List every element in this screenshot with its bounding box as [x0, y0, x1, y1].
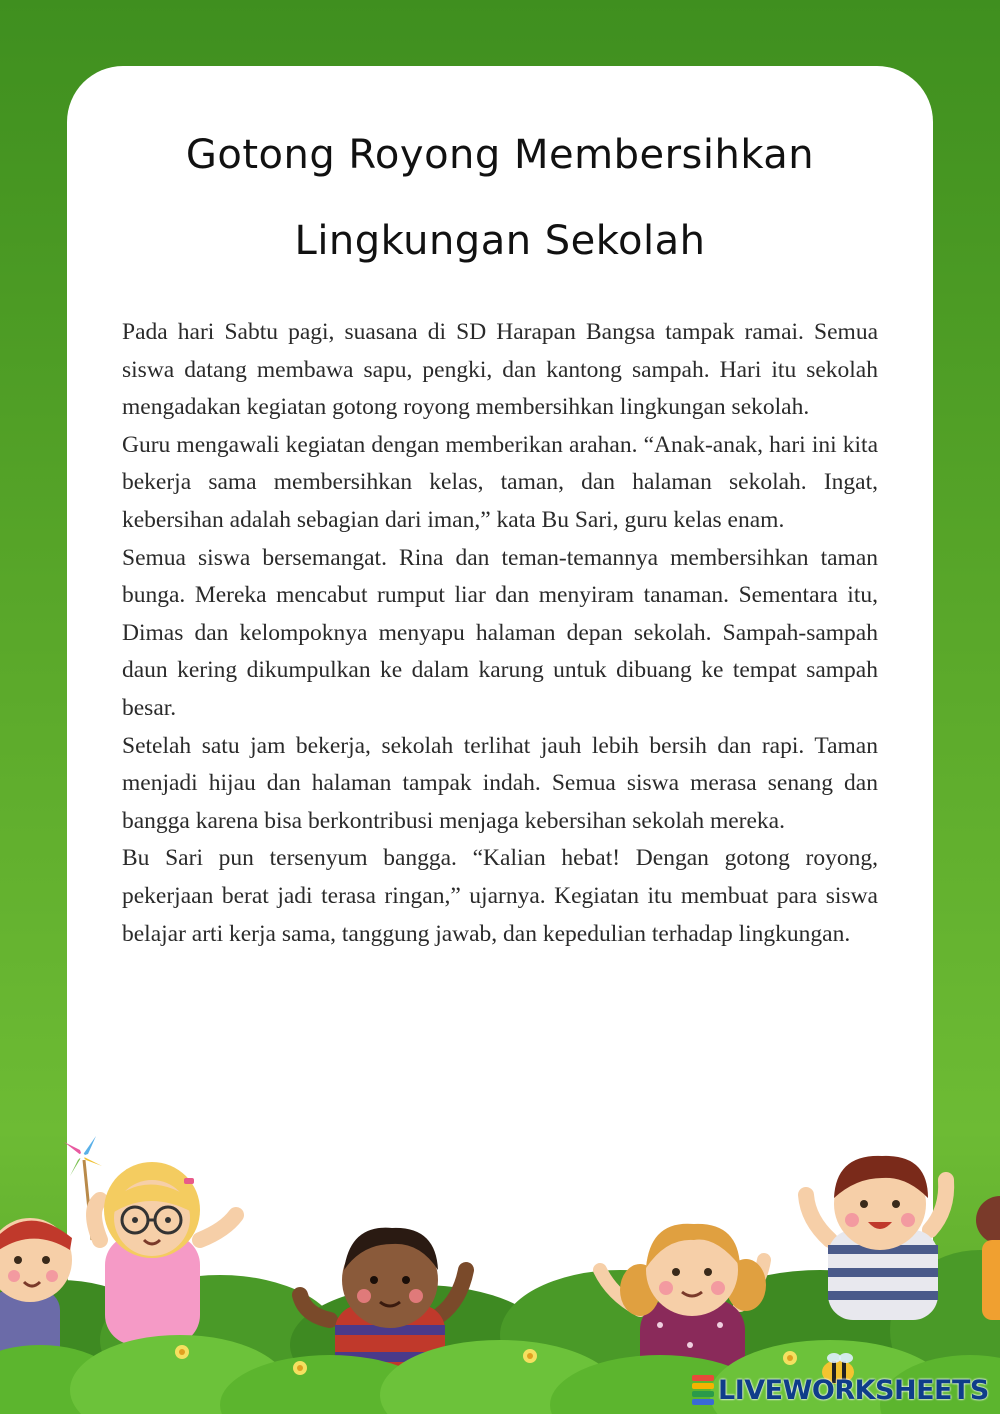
- liveworksheets-logo: [692, 1372, 989, 1408]
- logo-text: LIVEWORKSHEETS: [718, 1374, 989, 1406]
- title-line-2: Lingkungan Sekolah: [294, 218, 706, 264]
- paragraph-4: Setelah satu jam bekerja, sekolah terlihat jauh lebih bersih dan rapi. Taman menjadi hijau dan halaman tampak indah. Semua siswa merasa senang dan bangga karena bisa berkontribusi menjaga kebersihan sekolah mereka.: [122, 732, 878, 834]
- title-line-1: Gotong Royong Membersihkan: [185, 132, 815, 178]
- liveworksheets-logo-icon: [692, 1375, 714, 1405]
- paragraph-3: Semua siswa bersemangat. Rina dan teman-temannya membersihkan taman bunga. Mereka mencabut rumput liar dan menyiram tanaman. Sementara itu, Dimas dan kelompoknya menyapu halaman depan sekolah. Sampah-sampah daun kering dikumpulkan ke dalam karung untuk dibuang ke tempat sampah besar.: [122, 544, 878, 721]
- children-playing-illustration: [0, 1120, 1000, 1414]
- paragraph-5: Bu Sari pun tersenyum bangga. “Kalian hebat! Dengan gotong royong, pekerjaan berat jadi terasa ringan,” ujarnya. Kegiatan itu membuat para siswa belajar arti kerja sama, tanggung jawab, dan kepedulian terhadap lingkungan.: [122, 845, 878, 947]
- paragraph-2: Guru mengawali kegiatan dengan memberikan arahan. “Anak-anak, hari ini kita bekerja sama membersihkan kelas, taman, dan halaman sekolah. Ingat, kebersihan adalah sebagian dari iman,” kata Bu Sari, guru kelas enam.: [122, 431, 878, 533]
- story-text: [122, 314, 878, 953]
- paragraph-1: Pada hari Sabtu pagi, suasana di SD Harapan Bangsa tampak ramai. Semua siswa datang membawa sapu, pengki, dan kantong sampah. Hari itu sekolah mengadakan kegiatan gotong royong membersihkan lingkungan sekolah.: [122, 319, 878, 421]
